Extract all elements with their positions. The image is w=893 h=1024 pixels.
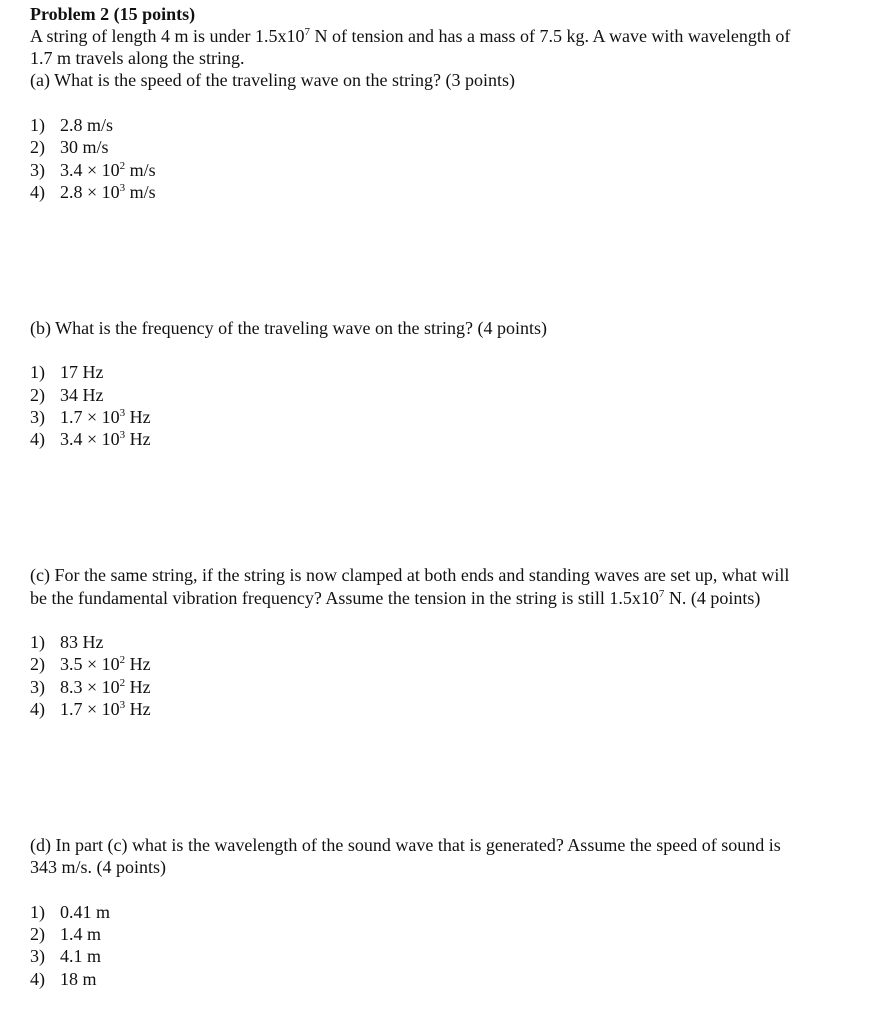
part-a-question: (a) What is the speed of the traveling wave on the string? (3 points) — [30, 70, 516, 90]
problem-intro-line-2: 1.7 m travels along the string. — [30, 48, 245, 68]
problem-intro-line-1: A string of length 4 m is under $1.5x10^7$ N of tension and has a mass of 7.5 kg. A wave with wavelength of — [30, 26, 791, 46]
part-d-question-line-1: (d) In part (c) what is the wavelength of the sound wave that is generated? Assume the speed of sound is — [30, 835, 781, 855]
part-b-question: (b) What is the frequency of the traveling wave on the string? (4 points) — [30, 318, 548, 338]
part-c-question-line-2: be the fundamental vibration frequency? Assume the tension in the string is still $1.5x10^7$ N. (4 points) — [30, 588, 761, 608]
part-d-question-line-2: 343 m/s. (4 points) — [30, 857, 167, 877]
problem-title: Problem 2 (15 points) — [30, 4, 196, 24]
part-c-question-line-1: (c) For the same string, if the string is now clamped at both ends and standing waves are set up, what will — [30, 565, 790, 585]
